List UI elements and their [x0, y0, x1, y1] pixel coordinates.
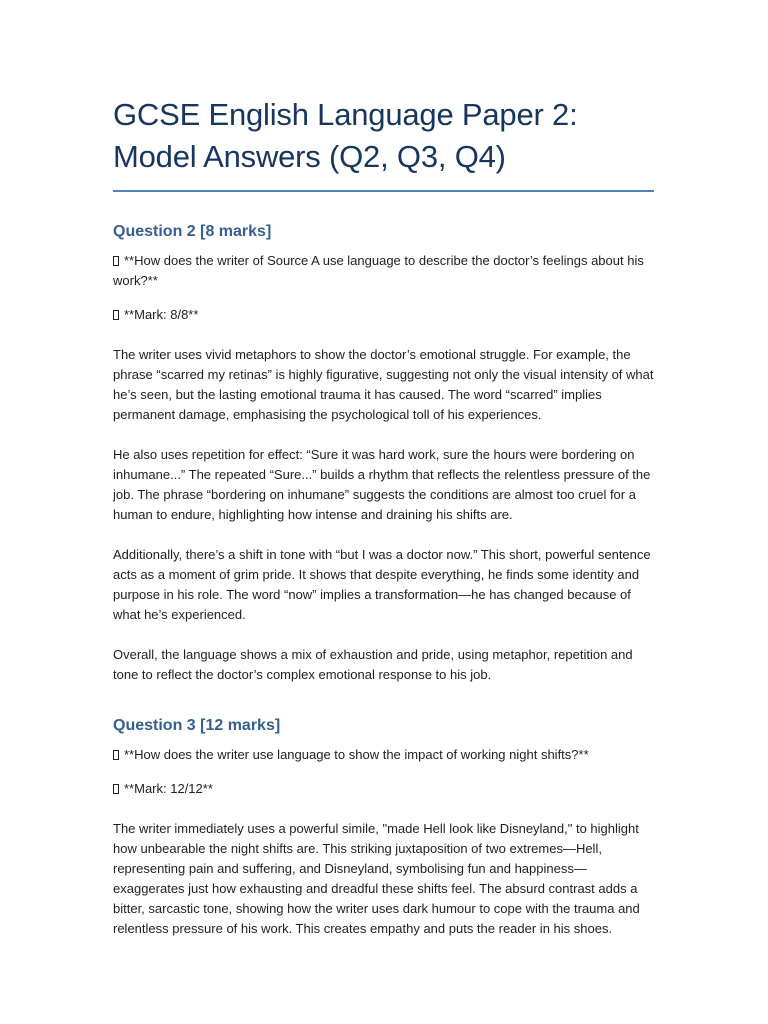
- missing-glyph-icon: [113, 310, 119, 320]
- missing-glyph-icon: [113, 750, 119, 760]
- title-underline: [113, 190, 654, 192]
- question-prompt: [113, 251, 657, 291]
- section-question-3: [113, 715, 655, 939]
- document-title: GCSE English Language Paper 2: Model Answers (Q2, Q3, Q4): [113, 97, 578, 174]
- section-heading: Question 3 [12 marks]: [113, 717, 281, 734]
- question-prompt: [113, 745, 657, 765]
- question-text: **How does the writer of Source A use language to describe the doctor’s feelings about his work?**: [113, 253, 644, 288]
- mark-text: **Mark: 12/12**: [124, 781, 213, 796]
- question-text: **How does the writer use language to show the impact of working night shifts?**: [124, 747, 589, 762]
- missing-glyph-icon: [113, 256, 119, 266]
- section-question-2: [113, 221, 655, 685]
- answer-paragraph: The writer uses vivid metaphors to show the doctor’s emotional struggle. For example, the phrase “scarred my retinas” is highly figurative, suggesting not only the visual intensity of what he’s seen, but the lasting emotional trauma it has caused. The word “scarred” implies permanent damage, emphasising the psychological toll of his experiences.: [113, 347, 654, 422]
- mark-line: [113, 305, 657, 325]
- mark-line: [113, 779, 657, 799]
- section-heading: Question 2 [8 marks]: [113, 223, 272, 240]
- answer-paragraph: Additionally, there’s a shift in tone with “but I was a doctor now.” This short, powerful sentence acts as a moment of grim pride. It shows that despite everything, he finds some identity and purpose in his role. The word “now” implies a transformation—he has changed because of what he’s experienced.: [113, 547, 651, 622]
- mark-text: **Mark: 8/8**: [124, 307, 199, 322]
- answer-paragraph: He also uses repetition for effect: “Sure it was hard work, sure the hours were bordering on inhumane...” The repeated “Sure...” builds a rhythm that reflects the relentless pressure of the job. The phrase “bordering on inhumane” suggests the conditions are almost too cruel for a human to endure, highlighting how intense and draining his shifts are.: [113, 447, 651, 522]
- missing-glyph-icon: [113, 784, 119, 794]
- answer-paragraph: The writer immediately uses a powerful simile, "made Hell look like Disneyland," to highlight how unbearable the night shifts are. This striking juxtaposition of two extremes—Hell, representing pain and suffering, and Disneyland, symbolising fun and happiness—exaggerates just how exhausting and dreadful these shifts feel. The absurd contrast adds a bitter, sarcastic tone, showing how the writer uses dark humour to cope with the trauma and relentless pressure of his work. This creates empathy and puts the reader in his shoes.: [113, 821, 640, 936]
- answer-paragraph: Overall, the language shows a mix of exhaustion and pride, using metaphor, repetition and tone to reflect the doctor’s complex emotional response to his job.: [113, 647, 633, 682]
